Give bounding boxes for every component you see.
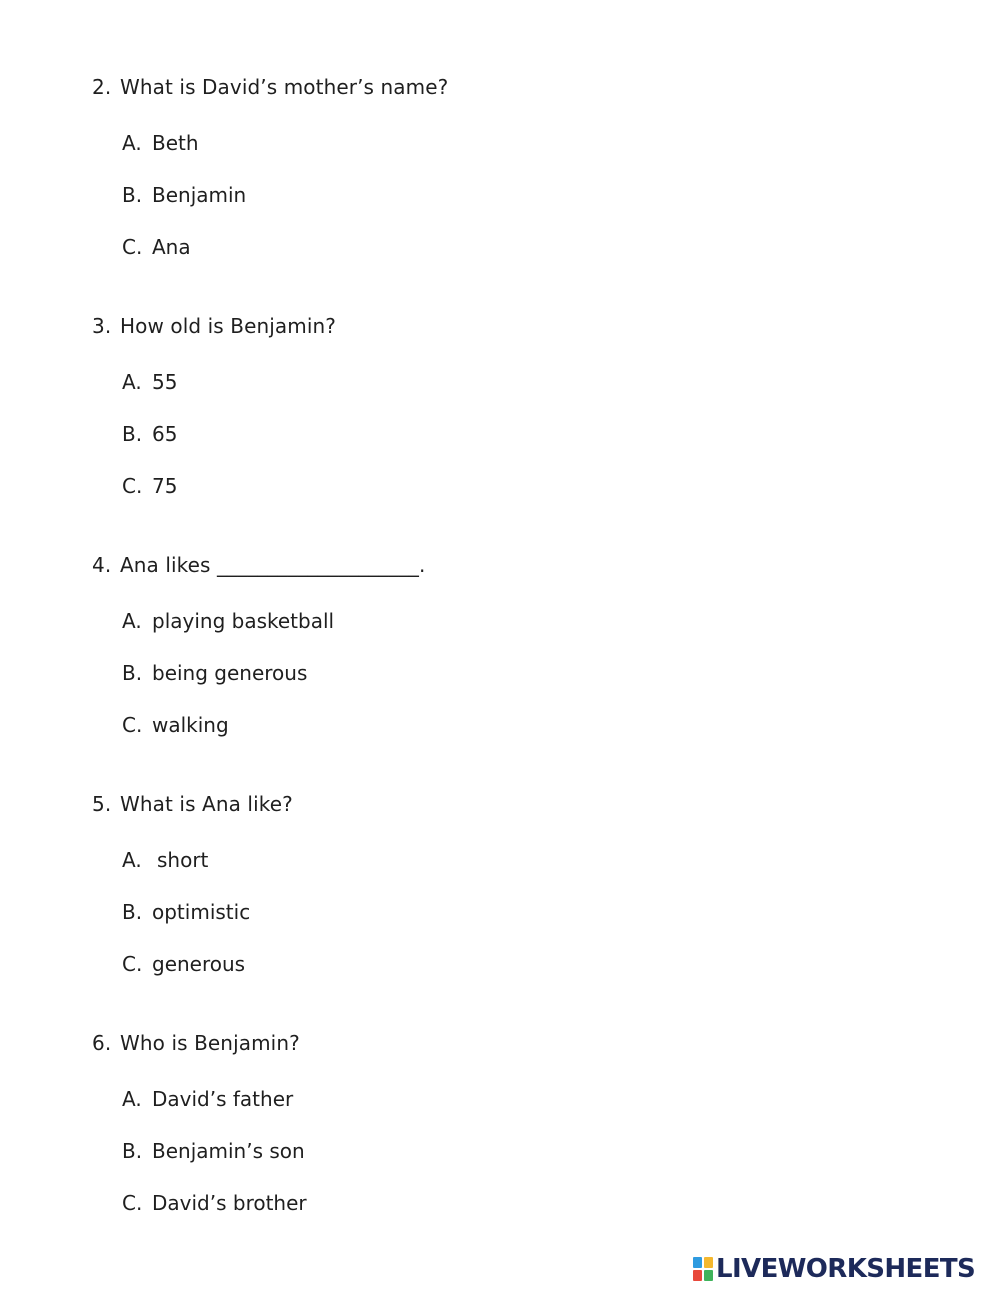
option-text: Beth bbox=[152, 131, 199, 155]
liveworksheets-logo-icon bbox=[692, 1256, 714, 1282]
answer-options bbox=[122, 367, 177, 523]
liveworksheets-logo bbox=[692, 1253, 975, 1285]
question-number: 4. bbox=[92, 553, 112, 577]
option-a[interactable] bbox=[122, 845, 250, 875]
option-label: C. bbox=[122, 235, 143, 259]
option-label: C. bbox=[122, 713, 143, 737]
option-label: B. bbox=[122, 1139, 143, 1163]
question-prompt: Who is Benjamin? bbox=[120, 1031, 300, 1055]
question-prompt: How old is Benjamin? bbox=[120, 314, 337, 338]
option-text: walking bbox=[152, 713, 229, 737]
answer-options bbox=[122, 606, 334, 762]
question-prompt: What is Ana like? bbox=[120, 792, 293, 816]
option-text: playing basketball bbox=[152, 609, 335, 633]
logo-text: LIVEWORKSHEETS bbox=[716, 1254, 976, 1284]
question-number: 2. bbox=[92, 75, 112, 99]
question-number: 6. bbox=[92, 1031, 112, 1055]
question-text bbox=[92, 311, 912, 341]
option-b[interactable] bbox=[122, 897, 250, 927]
answer-options bbox=[122, 1084, 307, 1240]
option-text: short bbox=[157, 848, 209, 872]
option-text: 65 bbox=[152, 422, 178, 446]
option-text: optimistic bbox=[152, 900, 251, 924]
option-a[interactable] bbox=[122, 367, 177, 397]
question-text bbox=[92, 1028, 912, 1058]
option-c[interactable] bbox=[122, 949, 250, 979]
question-prompt: What is David’s mother’s name? bbox=[120, 75, 449, 99]
question-6 bbox=[92, 1028, 912, 1215]
option-c[interactable] bbox=[122, 1188, 307, 1218]
question-4 bbox=[92, 550, 912, 737]
option-label: A. bbox=[122, 848, 142, 872]
option-c[interactable] bbox=[122, 232, 246, 262]
option-b[interactable] bbox=[122, 419, 177, 449]
option-label: B. bbox=[122, 183, 143, 207]
question-3 bbox=[92, 311, 912, 498]
logo-tile bbox=[704, 1270, 713, 1281]
answer-options bbox=[122, 845, 250, 1001]
option-text: David’s brother bbox=[152, 1191, 307, 1215]
option-text: generous bbox=[152, 952, 246, 976]
option-c[interactable] bbox=[122, 471, 177, 501]
option-a[interactable] bbox=[122, 1084, 307, 1114]
option-b[interactable] bbox=[122, 658, 334, 688]
option-text: David’s father bbox=[152, 1087, 294, 1111]
question-prompt: Ana likes ____________________. bbox=[120, 553, 426, 577]
option-text: Benjamin’s son bbox=[152, 1139, 305, 1163]
option-text: 75 bbox=[152, 474, 178, 498]
option-b[interactable] bbox=[122, 180, 246, 210]
question-text bbox=[92, 72, 912, 102]
question-2 bbox=[92, 72, 912, 259]
option-text: Benjamin bbox=[152, 183, 247, 207]
option-a[interactable] bbox=[122, 606, 334, 636]
option-text: being generous bbox=[152, 661, 308, 685]
option-label: B. bbox=[122, 661, 143, 685]
question-number: 5. bbox=[92, 792, 112, 816]
option-label: B. bbox=[122, 900, 143, 924]
option-label: A. bbox=[122, 131, 142, 155]
option-label: A. bbox=[122, 609, 142, 633]
logo-tile bbox=[693, 1270, 702, 1281]
question-text bbox=[92, 550, 912, 580]
option-label: B. bbox=[122, 422, 143, 446]
option-c[interactable] bbox=[122, 710, 334, 740]
option-text: Ana bbox=[152, 235, 191, 259]
question-number: 3. bbox=[92, 314, 112, 338]
answer-options bbox=[122, 128, 246, 284]
option-label: C. bbox=[122, 474, 143, 498]
option-label: C. bbox=[122, 1191, 143, 1215]
question-text bbox=[92, 789, 912, 819]
option-label: A. bbox=[122, 370, 142, 394]
option-label: A. bbox=[122, 1087, 142, 1111]
logo-tile bbox=[704, 1257, 713, 1268]
option-label: C. bbox=[122, 952, 143, 976]
option-text: 55 bbox=[152, 370, 178, 394]
question-5 bbox=[92, 789, 912, 976]
logo-tile bbox=[693, 1257, 702, 1268]
option-b[interactable] bbox=[122, 1136, 307, 1166]
option-a[interactable] bbox=[122, 128, 246, 158]
